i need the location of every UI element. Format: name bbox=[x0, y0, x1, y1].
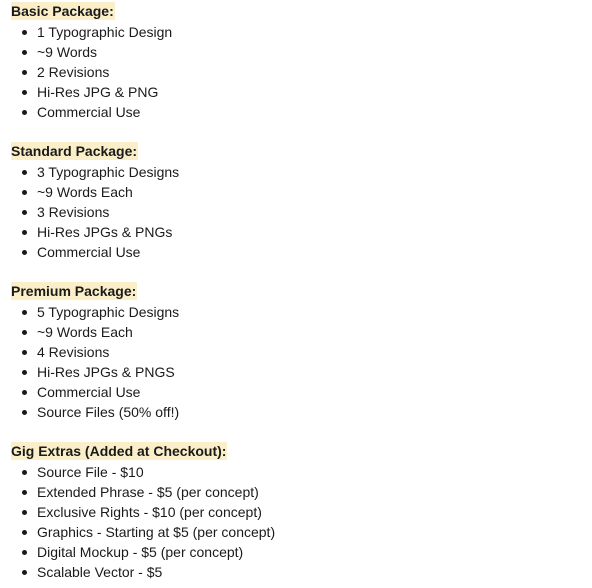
bullet-icon bbox=[22, 50, 27, 55]
list-item bbox=[11, 502, 592, 522]
bullet-icon bbox=[22, 510, 27, 515]
list-item-text: Commercial Use bbox=[37, 104, 141, 120]
bullet-icon bbox=[22, 530, 27, 535]
list-item bbox=[11, 242, 592, 262]
list-item bbox=[11, 202, 592, 222]
list-item bbox=[11, 302, 592, 322]
list-item-text: 2 Revisions bbox=[37, 64, 110, 80]
list-item bbox=[11, 102, 592, 122]
premium-package-list bbox=[11, 302, 592, 422]
bullet-icon bbox=[22, 30, 27, 35]
bullet-icon bbox=[22, 490, 27, 495]
list-item bbox=[11, 222, 592, 242]
list-item-text: Digital Mockup - $5 (per concept) bbox=[37, 544, 244, 560]
list-item bbox=[11, 62, 592, 82]
list-item-text: ~9 Words bbox=[37, 44, 98, 60]
list-item bbox=[11, 482, 592, 502]
bullet-icon bbox=[22, 70, 27, 75]
bullet-icon bbox=[22, 350, 27, 355]
list-item bbox=[11, 462, 592, 482]
bullet-icon bbox=[22, 390, 27, 395]
list-item bbox=[11, 382, 592, 402]
bullet-icon bbox=[22, 250, 27, 255]
list-item-text: 5 Typographic Designs bbox=[37, 304, 180, 320]
bullet-icon bbox=[22, 190, 27, 195]
list-item-text: Commercial Use bbox=[37, 384, 141, 400]
section-standard-package bbox=[11, 142, 592, 262]
list-item-text: Scalable Vector - $5 bbox=[37, 564, 163, 580]
list-item bbox=[11, 562, 592, 582]
bullet-icon bbox=[22, 210, 27, 215]
bullet-icon bbox=[22, 570, 27, 575]
premium-package-heading: Premium Package: bbox=[11, 283, 137, 299]
list-item bbox=[11, 82, 592, 102]
bullet-icon bbox=[22, 170, 27, 175]
bullet-icon bbox=[22, 370, 27, 375]
gig-extras-list bbox=[11, 462, 592, 582]
list-item-text: Graphics - Starting at $5 (per concept) bbox=[37, 524, 276, 540]
list-item-text: ~9 Words Each bbox=[37, 184, 133, 200]
gig-extras-heading: Gig Extras (Added at Checkout): bbox=[11, 443, 227, 459]
list-item bbox=[11, 522, 592, 542]
list-item bbox=[11, 542, 592, 562]
list-item bbox=[11, 342, 592, 362]
list-item-text: 4 Revisions bbox=[37, 344, 110, 360]
section-premium-package bbox=[11, 282, 592, 422]
list-item-text: Commercial Use bbox=[37, 244, 141, 260]
bullet-icon bbox=[22, 230, 27, 235]
bullet-icon bbox=[22, 110, 27, 115]
section-basic-package bbox=[11, 2, 592, 122]
list-item-text: Source File - $10 bbox=[37, 464, 144, 480]
list-item bbox=[11, 42, 592, 62]
list-item-text: Exclusive Rights - $10 (per concept) bbox=[37, 504, 262, 520]
bullet-icon bbox=[22, 410, 27, 415]
basic-package-list bbox=[11, 22, 592, 122]
standard-package-heading: Standard Package: bbox=[11, 143, 138, 159]
list-item bbox=[11, 162, 592, 182]
list-item bbox=[11, 362, 592, 382]
section-gig-extras bbox=[11, 442, 592, 582]
list-item-text: Hi-Res JPG & PNG bbox=[37, 84, 159, 100]
list-item-text: Source Files (50% off!) bbox=[37, 404, 180, 420]
list-item-text: 3 Revisions bbox=[37, 204, 110, 220]
list-item-text: 3 Typographic Designs bbox=[37, 164, 180, 180]
bullet-icon bbox=[22, 550, 27, 555]
list-item-text: ~9 Words Each bbox=[37, 324, 133, 340]
list-item-text: 1 Typographic Design bbox=[37, 24, 173, 40]
list-item bbox=[11, 182, 592, 202]
list-item-text: Extended Phrase - $5 (per concept) bbox=[37, 484, 259, 500]
list-item-text: Hi-Res JPGs & PNGs bbox=[37, 224, 173, 240]
bullet-icon bbox=[22, 330, 27, 335]
basic-package-heading: Basic Package: bbox=[11, 3, 114, 19]
list-item bbox=[11, 22, 592, 42]
bullet-icon bbox=[22, 310, 27, 315]
list-item bbox=[11, 402, 592, 422]
list-item bbox=[11, 322, 592, 342]
bullet-icon bbox=[22, 90, 27, 95]
bullet-icon bbox=[22, 470, 27, 475]
list-item-text: Hi-Res JPGs & PNGS bbox=[37, 364, 175, 380]
standard-package-list bbox=[11, 162, 592, 262]
